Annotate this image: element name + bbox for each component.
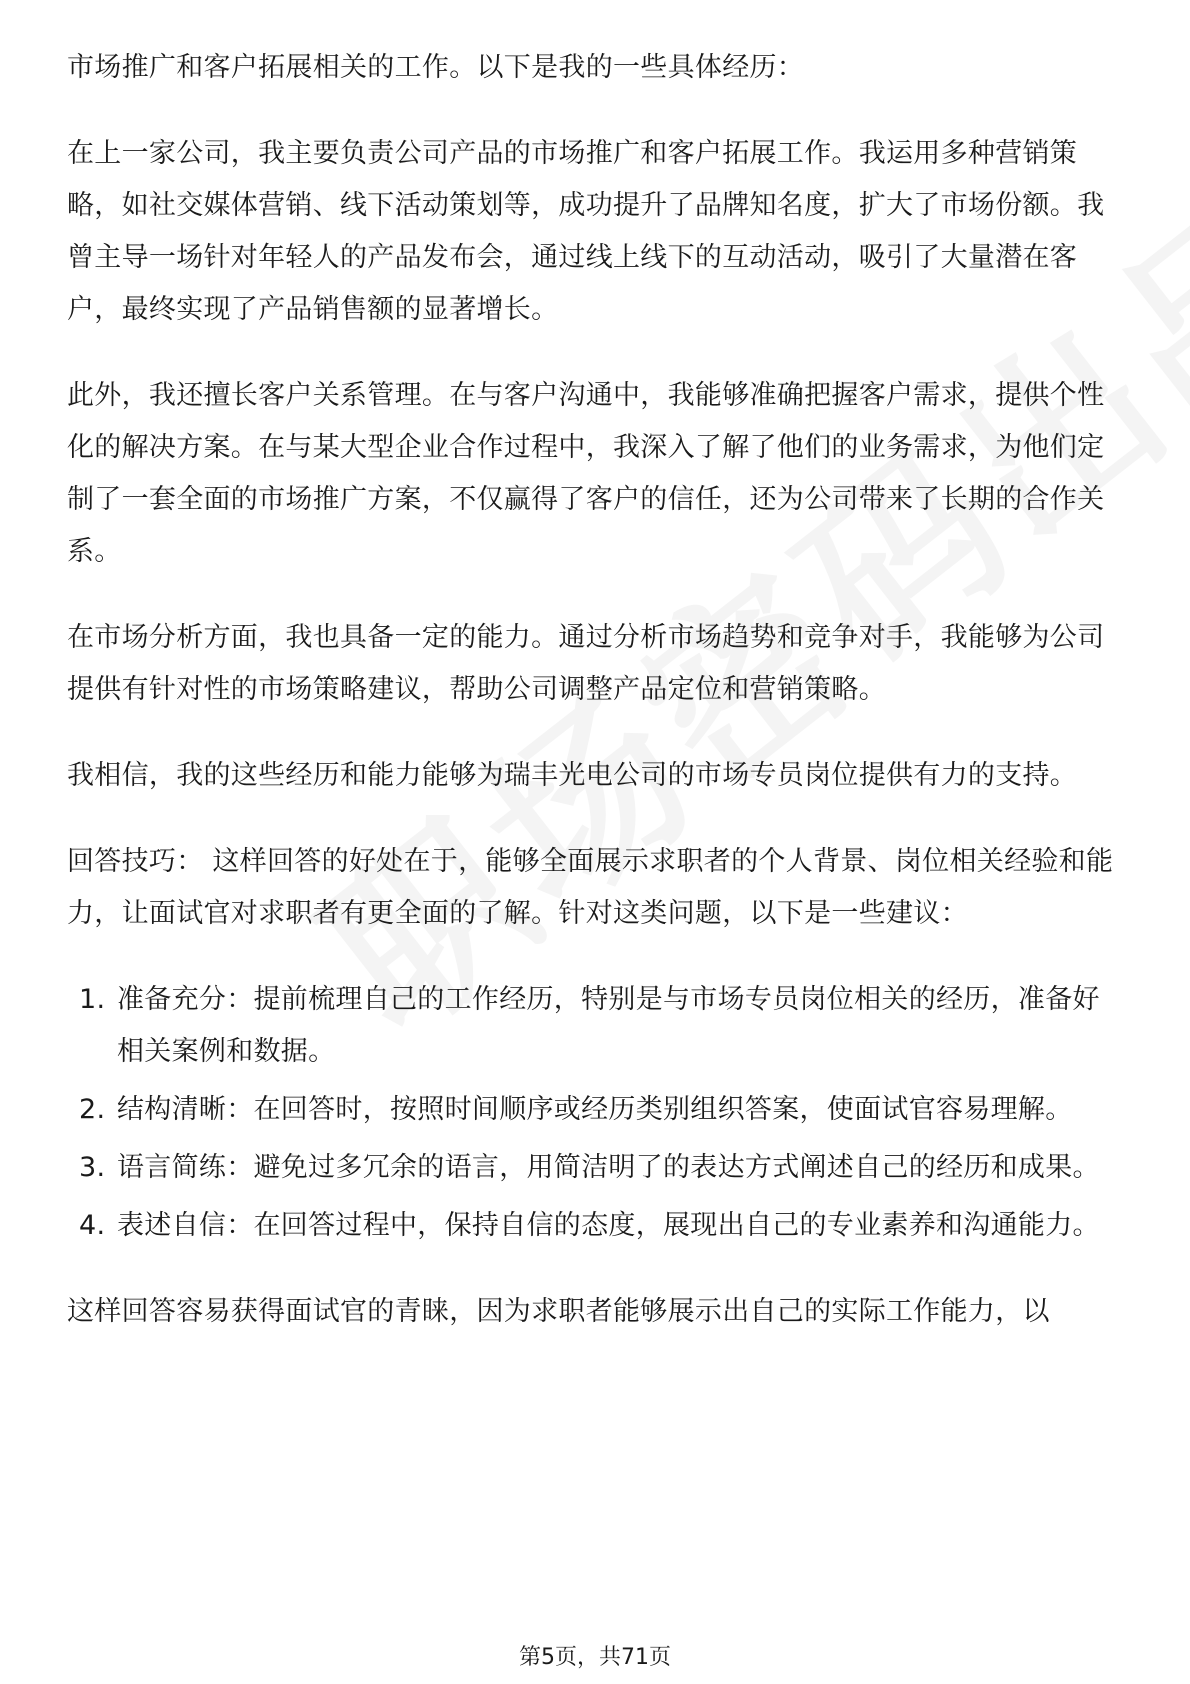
tips-list: [67, 974, 1127, 1252]
paragraph-conclusion: 我相信，我的这些经历和能力能够为瑞丰光电公司的市场专员岗位提供有力的支持。: [67, 760, 1078, 791]
paragraph-intro: 市场推广和客户拓展相关的工作。以下是我的一些具体经历：: [67, 52, 805, 83]
list-item-text: 语言简练：避免过多冗余的语言，用简洁明了的表达方式阐述自己的经历和成果。: [117, 1152, 1100, 1183]
list-item-number: 3.: [79, 1152, 106, 1183]
paragraph-closing: 这样回答容易获得面试官的青睐，因为求职者能够展示出自己的实际工作能力，以: [67, 1296, 1050, 1327]
list-item-number: 4.: [79, 1210, 106, 1241]
list-item: [67, 1200, 1127, 1252]
paragraph-client-relations: 此外，我还擅长客户关系管理。在与客户沟通中，我能够准确把握客户需求，提供个性化的解决方案。在与某大型企业合作过程中，我深入了解了他们的业务需求，为他们定制了一套全面的市场推广方案，不仅赢得了客户的信任，还为公司带来了长期的合作关系。: [67, 380, 1105, 567]
list-item-text: 表述自信：在回答过程中，保持自信的态度，展现出自己的专业素养和沟通能力。: [117, 1210, 1100, 1241]
list-item-number: 2.: [79, 1094, 106, 1125]
paragraph-market-analysis: 在市场分析方面，我也具备一定的能力。通过分析市场趋势和竞争对手，我能够为公司提供有针对性的市场策略建议，帮助公司调整产品定位和营销策略。: [67, 622, 1105, 705]
list-item-number: 1.: [79, 984, 106, 1015]
paragraph-answer-tips: 回答技巧： 这样回答的好处在于，能够全面展示求职者的个人背景、岗位相关经验和能力，让面试官对求职者有更全面的了解。针对这类问题，以下是一些建议：: [67, 846, 1114, 929]
page-number: 第5页，共71页: [519, 1645, 671, 1670]
list-item: [67, 1084, 1127, 1136]
list-item: [67, 974, 1127, 1078]
list-item-text: 准备充分：提前梳理自己的工作经历，特别是与市场专员岗位相关的经历，准备好相关案例和数据。: [117, 984, 1100, 1067]
list-item-text: 结构清晰：在回答时，按照时间顺序或经历类别组织答案，使面试官容易理解。: [117, 1094, 1073, 1125]
paragraph-experience: 在上一家公司，我主要负责公司产品的市场推广和客户拓展工作。我运用多种营销策略，如社交媒体营销、线下活动策划等，成功提升了品牌知名度，扩大了市场份额。我曾主导一场针对年轻人的产品发布会，通过线上线下的互动活动，吸引了大量潜在客户，最终实现了产品销售额的显著增长。: [67, 138, 1105, 325]
list-item: [67, 1142, 1127, 1194]
document-body: [67, 42, 1127, 1372]
